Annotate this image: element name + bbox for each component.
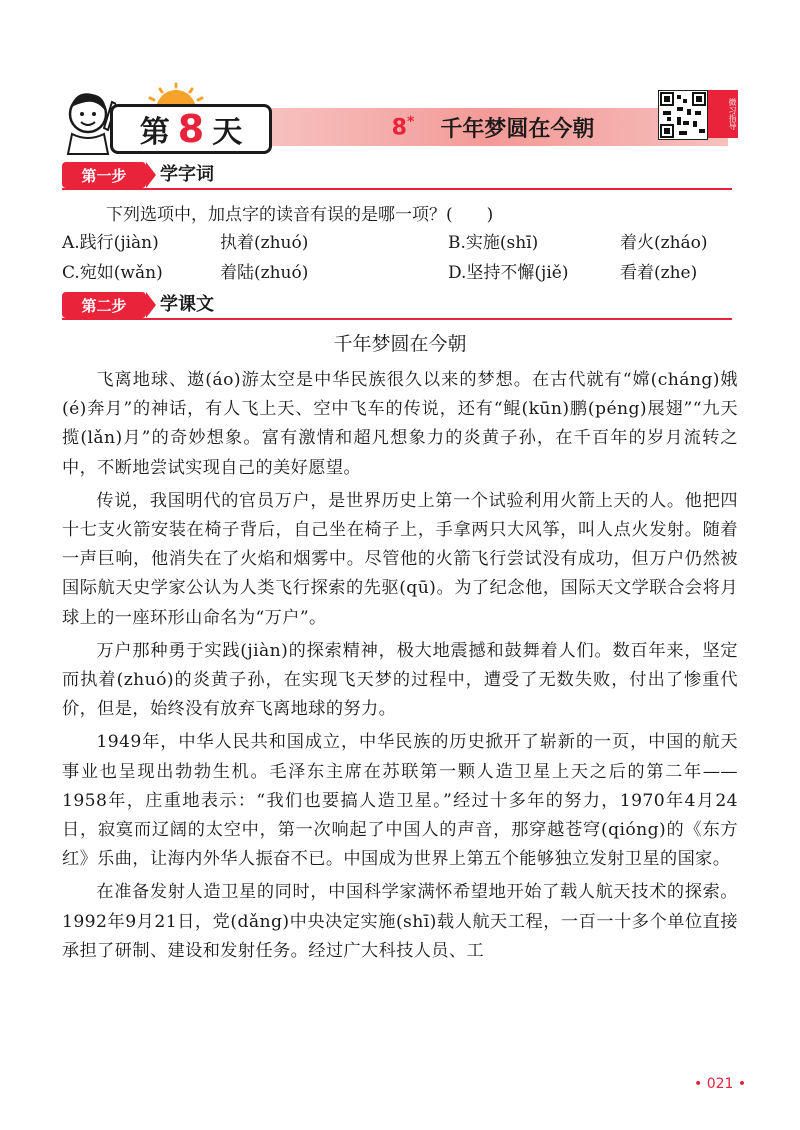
page-number: • 021 • <box>694 1076 747 1092</box>
boy-mascot-icon <box>58 84 116 156</box>
article-paragraph: 万户那种勇于实践(jiàn)的探索精神，极大地震撼和鼓舞着人们。数百年来，坚定而执着(zhuó)的炎黄子孙，在实现飞天梦的过程中，遭受了无数失败，付出了惨重代价，但是，始终没有放弃飞离地球的努力。 <box>62 640 738 720</box>
option-b-first: B.实施(shī) <box>448 233 539 253</box>
options-list <box>62 228 742 288</box>
step2-heading <box>62 292 732 320</box>
step1-title: 学字词 <box>160 164 214 185</box>
step-divider <box>62 188 732 190</box>
qr-label: 微习指导 <box>708 90 738 138</box>
option-a-second: 执着(zhuó) <box>220 233 309 253</box>
options-row <box>62 258 742 288</box>
article-title: 千年梦圆在今朝 <box>333 333 467 355</box>
step-divider <box>62 318 732 320</box>
option-b-second: 着火(zháo) <box>620 233 708 253</box>
day-number: 8 <box>177 107 205 151</box>
option-a-first: A.践行(jiàn) <box>62 233 159 253</box>
article-paragraph: 传说，我国明代的官员万户，是世界历史上第一个试验利用火箭上天的人。他把四十七支火箭安装在椅子背后，自己坐在椅子上，手拿两只大风筝，叫人点火发射。随着一声巨响，他消失在了火焰和烟雾中。尽管他的火箭飞行尝试没有成功，但万户仍然被国际航天史学家公认为人类飞行探索的先驱(qū)。为了纪念他，国际天文学联合会将月球上的一座环形山命名为“万户”。 <box>62 490 738 628</box>
step2-title: 学课文 <box>160 294 214 315</box>
step2-badge: 第二步 <box>62 292 146 318</box>
option-c-first: C.宛如(wǎn) <box>62 263 163 283</box>
article-paragraph: 1949年，中华人民共和国成立，中华民族的历史掀开了崭新的一页，中国的航天事业也呈现出勃勃生机。毛泽东主席在苏联第一颗人造卫星上天之后的第二年——1958年，庄重地表示：“我们也要搞人造卫星。”经过十多年的努力，1970年4月24日，寂寞而辽阔的太空中，第一次响起了中国人的声音，那穿越苍穹(qióng)的《东方红》乐曲，让海内外华人振奋不已。中国成为世界上第五个能够独立发射卫星的国家。 <box>62 732 738 870</box>
step1-badge: 第一步 <box>62 162 146 188</box>
article-paragraph: 飞离地球、遨(áo)游太空是中华民族很久以来的梦想。在古代就有“嫦(cháng)娥(é)奔月”的神话，有人飞上天、空中飞车的传说，还有“鲲(kūn)鹏(péng)展翅”“九天揽(lǎn)月”的奇妙想象。富有激情和超凡想象力的炎黄子孙，在千百年的岁月流转之中，不断地尝试实现自己的美好愿望。 <box>62 370 738 478</box>
lesson-title: 千年梦圆在今朝 <box>440 116 595 142</box>
qr-code-icon[interactable] <box>658 90 708 140</box>
option-d-second: 看着(zhe) <box>620 263 698 283</box>
lesson-number: 8* <box>391 113 415 141</box>
option-d-first: D.坚持不懈(jiě) <box>448 263 569 283</box>
option-c-second: 着陆(zhuó) <box>220 263 309 283</box>
article-paragraph: 在准备发射人造卫星的同时，中国科学家满怀希望地开始了载人航天技术的探索。1992年9月21日，党(dǎng)中央决定实施(shī)载人航天工程，一百一十多个单位直接承担了研制、建设和发射任务。经过广大科技人员、工 <box>62 882 738 961</box>
options-row <box>62 228 742 258</box>
question-text: 下列选项中，加点字的读音有误的是哪一项？( ) <box>106 205 494 225</box>
day-header <box>58 82 748 162</box>
day-label: 第 8 天 <box>110 104 272 154</box>
article <box>62 330 738 970</box>
step1-heading <box>62 162 732 190</box>
